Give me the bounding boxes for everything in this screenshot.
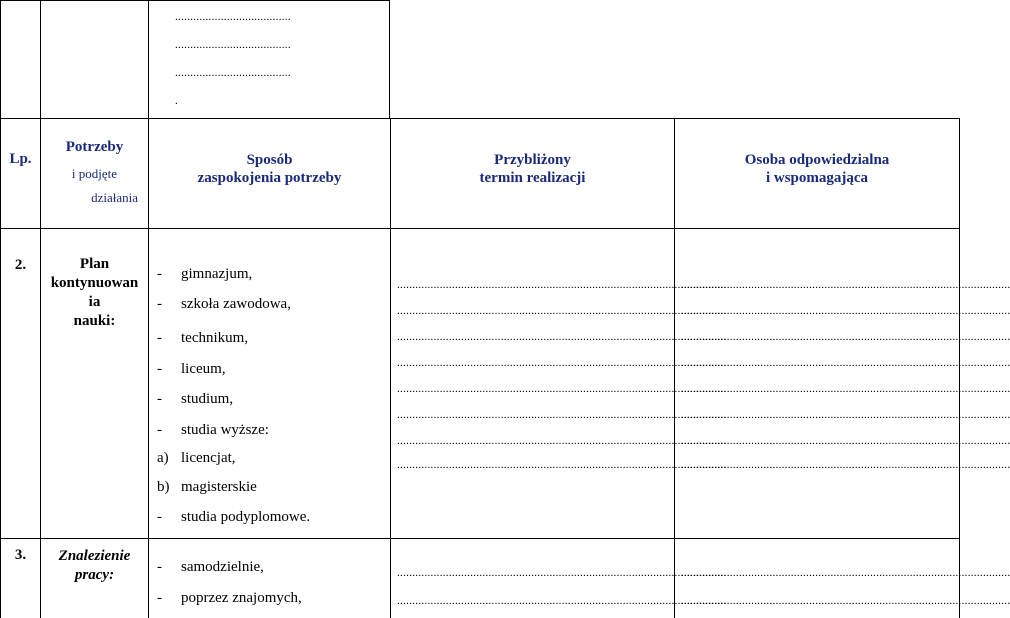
header-method-line2: zaspokojenia potrzeby (197, 170, 342, 186)
dotted-line: ............................................................................................................ (397, 435, 727, 447)
row-lp-cell (0, 228, 40, 538)
top-row-lp-cell (0, 0, 40, 118)
row-lp: 2. (14, 257, 27, 273)
dotted-line: ............................................................................................................ (397, 331, 727, 343)
row-person-cell (674, 228, 1010, 538)
dotted-line: . (175, 95, 179, 107)
row-category-line: kontynuowan (50, 275, 139, 291)
header-term-cell (390, 118, 674, 228)
row-person-cell (674, 538, 1010, 618)
dotted-line: ............................................................................................................ (397, 279, 727, 291)
dotted-line: ............................................................................................................ (397, 305, 727, 317)
dotted-line: ............................................................................................................ (397, 459, 727, 471)
list-item: b) magisterskie (157, 479, 257, 495)
dotted-line: ............................................................................................................ (397, 383, 727, 395)
list-item: - poprzez znajomych, (157, 590, 302, 606)
header-term-line2: termin realizacji (479, 170, 586, 186)
row-method-cell (148, 538, 390, 618)
list-item: - liceum, (157, 361, 226, 377)
dotted-line: ............................................................................................................ (397, 357, 727, 369)
header-person-cell (674, 118, 960, 228)
dotted-line: ...................................... (175, 39, 291, 51)
dotted-line: ............................................................................................................ (681, 567, 1010, 579)
dotted-line: ............................................................................................................ (681, 409, 1010, 421)
row-method-cell (148, 228, 390, 538)
dotted-line: ............................................................................................................ (397, 409, 727, 421)
row-term-cell (390, 538, 727, 618)
header-needs-line2: i podjęte (71, 166, 118, 181)
dotted-line: ............................................................................................................ (397, 567, 727, 579)
list-item: - studium, (157, 391, 234, 407)
row-category-line: pracy: (74, 567, 115, 583)
row-category-cell (40, 228, 148, 538)
top-row-needs-cell (40, 0, 148, 118)
list-item: - technikum, (157, 330, 249, 346)
list-item: - studia wyższe: (157, 422, 269, 438)
dotted-line: ...................................... (175, 11, 291, 23)
dotted-line: ............................................................................................................ (681, 459, 1010, 471)
dotted-line: ............................................................................................................ (681, 357, 1010, 369)
dotted-line: ............................................................................................................ (681, 305, 1010, 317)
header-needs-line1: Potrzeby (65, 139, 124, 155)
header-person-line1: Osoba odpowiedzialna (744, 152, 890, 168)
header-method-cell (148, 118, 390, 228)
top-row-method-cell (148, 0, 390, 118)
dotted-line: ............................................................................................................ (681, 383, 1010, 395)
row-category-line: nauki: (73, 313, 116, 329)
list-item: - gimnazjum, (157, 266, 253, 282)
row-category-line: ia (88, 294, 101, 310)
dotted-line: ............................................................................................................ (681, 435, 1010, 447)
header-lp: Lp. (9, 151, 32, 167)
header-lp-cell (0, 118, 40, 228)
row-term-cell (390, 228, 727, 538)
dotted-line: ............................................................................................................ (681, 279, 1010, 291)
row-category-line: Znalezienie (58, 548, 131, 564)
header-term-line1: Przybliżony (494, 152, 571, 168)
header-needs-cell (40, 118, 148, 228)
row-lp-cell (0, 538, 40, 618)
row-lp: 3. (14, 547, 27, 563)
dotted-line: ...................................... (175, 67, 291, 79)
list-item: a) licencjat, (157, 450, 236, 466)
row-category-cell (40, 538, 148, 618)
header-person-line2: i wspomagająca (765, 170, 869, 186)
row-category-line: Plan (79, 256, 110, 272)
list-item: - studia podyplomowe. (157, 509, 311, 525)
header-needs-line3: działania (91, 190, 138, 205)
dotted-line: ............................................................................................................ (681, 331, 1010, 343)
list-item: - samodzielnie, (157, 559, 264, 575)
header-method-line1: Sposób (246, 152, 293, 168)
dotted-line: ............................................................................................................ (397, 595, 727, 607)
list-item: - szkoła zawodowa, (157, 296, 291, 312)
dotted-line: ............................................................................................................ (681, 595, 1010, 607)
